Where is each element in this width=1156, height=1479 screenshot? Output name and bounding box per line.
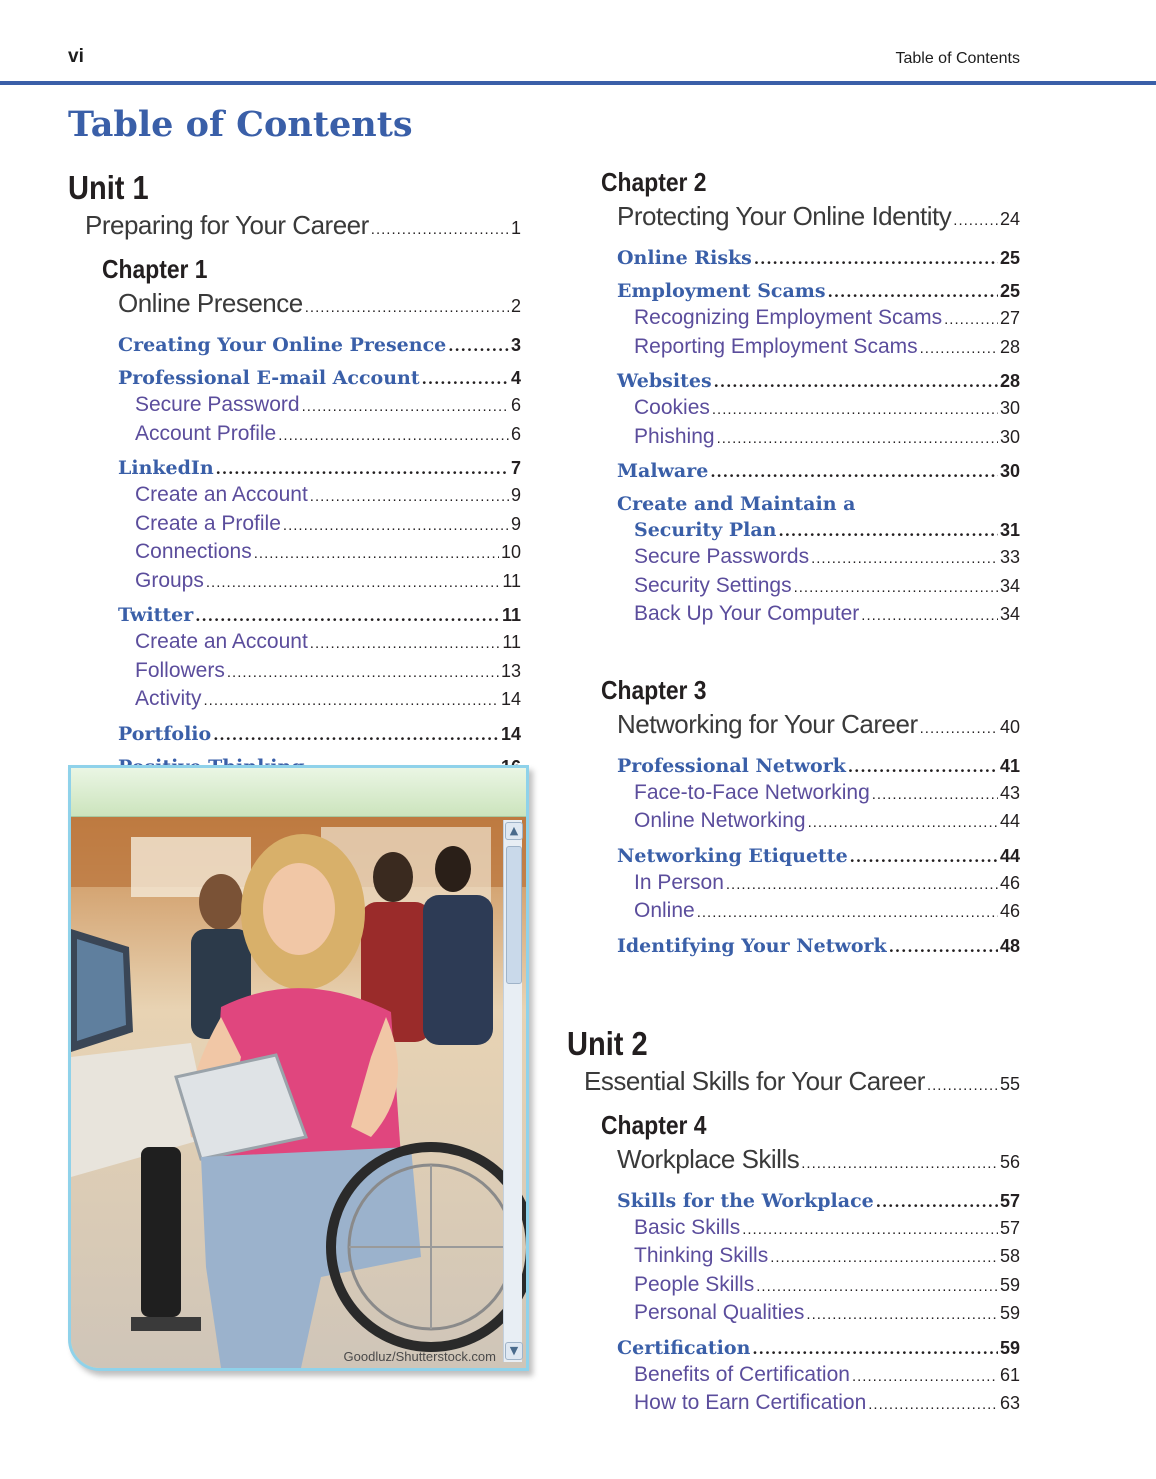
toc-entry-section[interactable] [617,843,1020,870]
dot-leader [254,541,499,568]
browser-toolbar-strip [71,768,526,817]
toc-entry-title: Benefits of Certification [634,1362,850,1386]
toc-entry-section[interactable] [118,332,521,359]
toc-entry-subsection[interactable] [634,1272,1020,1301]
dot-leader [944,307,998,334]
left-column [68,168,521,781]
toc-entry-page: 1 [510,218,521,238]
toc-entry-page: 61 [999,1364,1020,1385]
toc-entry-title: Professional E-mail Account [118,367,420,389]
toc-entry-page: 14 [500,689,521,709]
photo-frame [68,765,529,1371]
toc-entry-title: Online [634,899,695,922]
toc-entry-title: Security Settings [634,573,792,597]
dot-leader [754,246,998,272]
dot-leader [371,213,509,247]
toc-entry-subsection[interactable] [634,1215,1020,1244]
page-header [0,0,1156,86]
toc-entry-section[interactable] [118,602,521,629]
scrollbar[interactable] [503,820,522,1362]
scroll-up-icon[interactable]: ▲ [505,822,523,840]
toc-entry-subsection[interactable] [135,629,521,658]
toc-entry-page: 56 [999,1151,1020,1172]
toc-entry-page: 2 [510,296,521,316]
dot-leader [850,844,998,870]
toc-entry-title: Face-to-Face Networking [634,780,870,804]
toc-entry-section[interactable] [118,455,521,482]
toc-entry-title: Twitter [118,604,194,626]
toc-entry-title: Groups [135,568,204,592]
toc-entry-section[interactable] [617,245,1020,272]
dot-leader [889,934,998,960]
toc-entry-title: Professional Network [617,754,846,777]
toc-entry-page: 57 [999,1190,1020,1211]
toc-entry-page: 55 [999,1073,1020,1094]
toc-entry-title: Secure Password [135,393,300,416]
toc-entry-subsection[interactable] [135,686,521,715]
toc-entry-subsection[interactable] [634,334,1020,363]
toc-entry-title: Reporting Employment Scams [634,334,918,358]
chapter-4-label: Chapter 4 [601,1109,707,1140]
toc-entry-section[interactable] [118,365,521,392]
toc-entry-page: 27 [999,308,1020,328]
header-rule [0,81,1156,85]
toc-entry-unit-1[interactable] [85,208,521,247]
toc-entry-title: How to Earn Certification [634,1391,867,1414]
toc-entry-page: 59 [999,1337,1020,1358]
toc-entry-page: 6 [510,395,521,415]
toc-entry-page: 14 [500,723,521,744]
dot-leader [710,459,998,485]
chapter-3-label: Chapter 3 [601,674,707,705]
dot-leader [742,1217,998,1244]
toc-entry-page: 44 [999,811,1020,831]
toc-entry-page: 6 [510,423,521,444]
toc-entry-title: Websites [617,370,712,392]
toc-entry-page: 13 [500,660,521,681]
toc-entry-page: 3 [510,335,521,355]
dot-leader [801,1146,998,1182]
dot-leader [828,279,998,305]
scroll-thumb[interactable] [506,846,522,984]
toc-entry-page: 46 [999,901,1020,921]
toc-entry-page: 33 [999,547,1020,567]
chapter-1-label: Chapter 1 [102,254,208,284]
dot-leader [752,1336,998,1362]
dot-leader [920,336,998,363]
dot-leader [227,660,499,687]
toc-entry-subsection[interactable] [634,1300,1020,1329]
toc-entry-title: Networking Etiquette [617,844,848,867]
dot-leader [448,333,509,359]
dot-leader [310,484,509,511]
toc-entry-chapter-4[interactable] [617,1141,1020,1182]
dot-leader [811,546,998,573]
toc-entry-subsection[interactable] [135,511,521,540]
toc-entry-subsection[interactable] [634,808,1020,837]
toc-entry-title: Connections [135,540,252,563]
chapter-2-entries [567,245,1020,630]
toc-entry-page: 63 [999,1393,1020,1413]
toc-entry-subsection[interactable] [135,568,521,597]
toc-entry-subsection[interactable] [634,870,1020,899]
toc-entry-subsection[interactable] [634,305,1020,334]
toc-entry-section[interactable] [634,517,1020,544]
unit-1-label: Unit 1 [68,169,149,206]
toc-entry-page: 58 [999,1246,1020,1266]
dot-leader [848,754,998,780]
dot-leader [872,782,998,809]
dot-leader [216,456,509,482]
toc-entry-subsection[interactable] [135,658,521,687]
chapter-3-entries [567,753,1020,960]
chapter-1-entries [68,332,521,781]
toc-entry-title: LinkedIn [118,457,214,479]
toc-entry-title: Secure Passwords [634,545,810,568]
toc-entry-page: 28 [999,336,1020,357]
toc-entry-page: 41 [999,755,1020,776]
dot-leader [195,603,500,629]
dot-leader [806,1302,998,1329]
dot-leader [206,570,500,597]
dot-leader [920,711,998,747]
toc-entry-title: Basic Skills [634,1215,741,1239]
dot-leader [714,369,998,395]
toc-entry-subsection[interactable] [634,601,1020,630]
toc-entry-title: In Person [634,870,724,894]
toc-entry-page: 59 [999,1303,1020,1323]
toc-entry-title: Creating Your Online Presence [118,334,447,356]
dot-leader [953,203,998,239]
toc-entry-section[interactable] [118,721,521,748]
chapter-4-entries [567,1188,1020,1419]
dot-leader [305,290,509,326]
toc-entry-title: Cookies [634,396,710,419]
dot-leader [213,722,499,748]
toc-entry-title: Identifying Your Network [617,934,887,957]
toc-entry-page: 40 [999,716,1020,737]
dot-leader [927,1069,998,1103]
toc-entry-page: 24 [999,209,1020,229]
toc-entry-page: 34 [999,575,1020,596]
toc-entry-title: Skills for the Workplace [617,1189,874,1212]
toc-entry-title: Back Up Your Computer [634,602,860,625]
toc-entry-subsection[interactable] [634,1362,1020,1391]
dot-leader [808,810,998,837]
toc-entry-page: 25 [999,248,1020,268]
toc-entry-title: Workplace Skills [617,1143,800,1174]
toc-entry-subsection[interactable] [135,482,521,511]
dot-leader [717,426,998,453]
toc-entry-title: Recognizing Employment Scams [634,306,943,329]
toc-entry-subsection[interactable] [135,539,521,568]
toc-entry-title: Followers [135,658,225,682]
toc-entry-page: 30 [999,426,1020,447]
right-column [567,166,1020,1419]
toc-entry-subsection[interactable] [634,898,1020,927]
toc-entry-subsection[interactable] [634,544,1020,573]
dot-leader [712,397,998,424]
dot-leader [697,900,998,927]
dot-leader [778,518,997,544]
toc-entry-title: Create an Account [135,483,308,506]
toc-entry-section[interactable] [617,753,1020,780]
toc-entry-subsection[interactable] [135,421,521,450]
toc-entry-title: People Skills [634,1272,755,1296]
toc-entry-page: 9 [510,513,521,534]
toc-entry-page: 46 [999,872,1020,893]
photo-credit: Goodluz/Shutterstock.com [343,1349,496,1364]
toc-entry-subsection[interactable] [634,573,1020,602]
toc-entry-subsection[interactable] [634,780,1020,809]
toc-entry-title: Networking for Your Career [617,708,918,739]
toc-entry-subsection[interactable] [135,392,521,421]
dot-leader [302,394,509,421]
toc-entry-title: Phishing [634,424,715,448]
toc-entry-subsection[interactable] [634,1390,1020,1419]
toc-entry-title: Create and Maintain a [617,493,856,515]
toc-entry-page: 59 [999,1274,1020,1295]
dot-leader [794,575,998,602]
dot-leader [283,513,509,540]
dot-leader [278,423,509,450]
toc-entry-chapter-3[interactable] [617,706,1020,747]
toc-entry-section[interactable] [617,933,1020,960]
running-head: Table of Contents [895,50,1020,67]
chapter-2-label: Chapter 2 [601,167,707,197]
toc-entry-page: 9 [510,485,521,505]
dot-leader [852,1364,998,1391]
toc-entry-title: Protecting Your Online Identity [617,201,952,231]
toc-entry-page: 57 [999,1217,1020,1238]
toc-entry-title: Account Profile [135,421,277,445]
toc-entry-title: Create an Account [135,630,308,653]
toc-entry-page: 30 [999,461,1020,481]
toc-entry-page: 28 [999,371,1020,391]
toc-entry-chapter-2[interactable] [617,198,1020,239]
unit-2-label: Unit 2 [567,1024,648,1062]
student-photo [71,817,526,1368]
toc-entry-section[interactable] [617,1335,1020,1362]
toc-entry-page: 48 [999,935,1020,956]
toc-entry-page: 4 [510,368,521,388]
toc-entry-subsection[interactable] [634,1243,1020,1272]
toc-entry-subsection[interactable] [634,395,1020,424]
toc-entry-title: Online Risks [617,247,752,269]
toc-entry-unit-2[interactable] [584,1064,1020,1103]
toc-entry-title: Employment Scams [617,280,826,302]
dot-leader [726,872,998,899]
toc-entry-title: Activity [135,687,202,710]
toc-entry-title: Certification [617,1336,751,1359]
toc-entry-title: Create a Profile [135,511,281,535]
page-folio: vi [68,46,84,67]
toc-entry-title: Personal Qualities [634,1301,805,1324]
toc-entry-page: 34 [999,604,1020,624]
toc-entry-chapter-1[interactable] [118,285,521,326]
dot-leader [310,631,501,658]
toc-entry-title: Portfolio [118,722,212,745]
toc-entry-title: Malware [617,460,709,482]
toc-entry-section[interactable] [617,458,1020,485]
toc-entry-title: Security Plan [634,519,777,541]
toc-entry-title: Essential Skills for Your Career [584,1065,925,1096]
page-title: Table of Contents [68,104,413,145]
toc-entry-page: 10 [500,542,521,562]
toc-entry-subsection[interactable] [634,424,1020,453]
toc-entry-page: 43 [999,782,1020,803]
toc-entry-page: 30 [999,398,1020,418]
toc-entry-section[interactable] [617,491,1020,517]
toc-entry-page: 11 [501,605,521,625]
dot-leader [861,603,998,630]
toc-entry-page: 11 [502,570,521,591]
toc-entry-title: Online Presence [118,288,303,318]
dot-leader [868,1392,998,1419]
dot-leader [422,366,509,392]
toc-entry-title: Thinking Skills [634,1244,769,1267]
toc-entry-title: Online Networking [634,809,806,832]
dot-leader [756,1274,998,1301]
toc-entry-page: 11 [502,632,521,652]
toc-entry-page: 44 [999,845,1020,866]
toc-entry-section[interactable] [617,368,1020,395]
toc-entry-page: 7 [510,458,521,478]
dot-leader [770,1245,998,1272]
toc-entry-page: 25 [999,281,1020,301]
scroll-down-icon[interactable]: ▼ [505,1342,523,1360]
toc-entry-title: Preparing for Your Career [85,210,369,240]
toc-entry-section[interactable] [617,1188,1020,1215]
dot-leader [876,1189,998,1215]
dot-leader [204,688,499,715]
toc-entry-section[interactable] [617,278,1020,305]
toc-entry-page: 31 [999,520,1020,540]
